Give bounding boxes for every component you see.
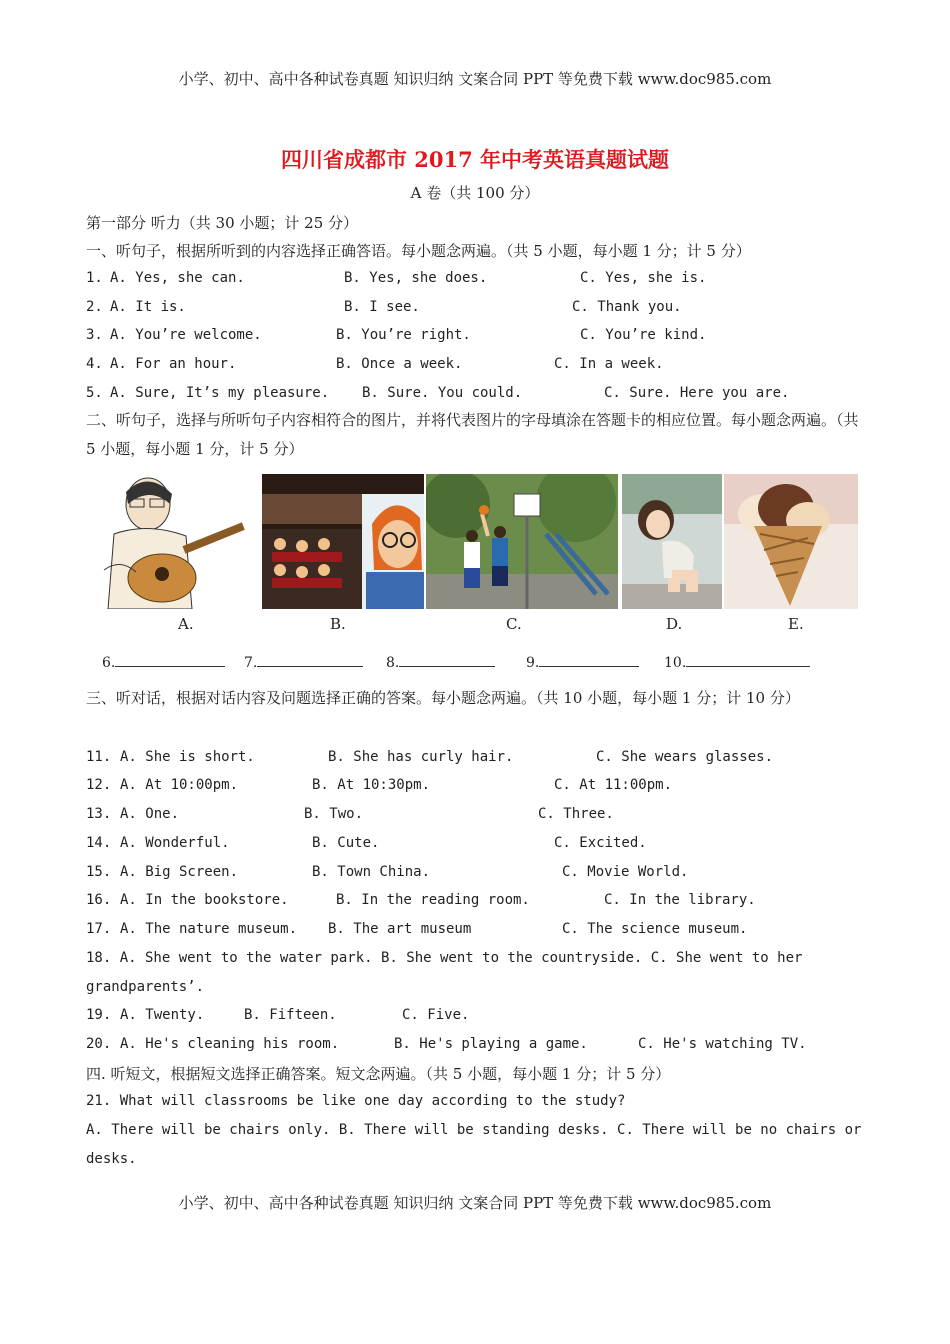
picture-label: A. (178, 615, 194, 633)
picture-label: C. (506, 615, 522, 633)
page-title: 四川省成都市 2017 年中考英语真题试题 (280, 147, 670, 172)
section1-instructions: 一、听句子，根据所听到的内容选择正确答语。每小题念两遍。（共 5 小题，每小题 1 分；计 5 分） (86, 242, 751, 260)
picture-e-ice-cream (724, 474, 858, 609)
picture-b-cinema (262, 474, 424, 609)
question-row: 15. A. Big Screen. B. Town China. C. Movie World. (86, 864, 689, 880)
question-row: 20. A. He's cleaning his room. B. He's playing a game. C. He's watching TV. (86, 1036, 807, 1052)
page-footer: 小学、初中、高中各种试卷真题 知识归纳 文案合同 PPT 等免费下载 www.doc985.com (178, 1194, 772, 1212)
question-21-options: A. There will be chairs only. B. There will be standing desks. C. There will be no chairs or desks. (86, 1122, 862, 1167)
question-row: 16. A. In the bookstore. B. In the reading room. C. In the library. (86, 892, 756, 908)
question-18: 18. A. She went to the water park. B. She went to the countryside. C. She went to her grandparents’. (86, 950, 803, 995)
answer-blank[interactable]: 7. (244, 652, 363, 671)
paper-subtitle: A 卷（共 100 分） (410, 184, 540, 202)
answer-blank[interactable]: 6. (102, 652, 225, 671)
question-row: 13. A. One. B. Two. C. Three. (86, 806, 614, 822)
question-row: 1. A. Yes, she can. B. Yes, she does. C. Yes, she is. (86, 270, 707, 286)
question-row: 14. A. Wonderful. B. Cute. C. Excited. (86, 835, 647, 851)
question-row: 19. A. Twenty. B. Fifteen. C. Five. (86, 1007, 470, 1023)
picture-a-guitar (100, 474, 260, 609)
answer-blank[interactable]: 8. (386, 652, 495, 671)
question-row: 11. A. She is short. B. She has curly hair. C. She wears glasses. (86, 749, 774, 765)
picture-label: D. (666, 615, 683, 633)
part1-heading: 第一部分 听力（共 30 小题；计 25 分） (86, 214, 359, 232)
section2-instructions: 二、听句子，选择与所听句子内容相符合的图片，并将代表图片的字母填涂在答题卡的相应位置。每小题念两遍。（共 5 小题，每小题 1 分，计 5 分） (86, 411, 859, 458)
question-row: 12. A. At 10:00pm. B. At 10:30pm. C. At 11:00pm. (86, 777, 673, 793)
question-row: 4. A. For an hour. B. Once a week. C. In a week. (86, 356, 664, 372)
section4-instructions: 四. 听短文，根据短文选择正确答案。短文念两遍。（共 5 小题，每小题 1 分；计 5 分） (86, 1065, 671, 1083)
picture-strip (100, 474, 860, 620)
picture-label: E. (788, 615, 804, 633)
picture-label: B. (330, 615, 346, 633)
picture-d-girl-crouching (622, 474, 722, 609)
question-row: 3. A. You’re welcome. B. You’re right. C. You’re kind. (86, 327, 707, 343)
question-row: 5. A. Sure, It’s my pleasure. B. Sure. You could. C. Sure. Here you are. (86, 385, 790, 401)
question-row: 17. A. The nature museum. B. The art museum C. The science museum. (86, 921, 748, 937)
page-header: 小学、初中、高中各种试卷真题 知识归纳 文案合同 PPT 等免费下载 www.doc985.com (178, 70, 772, 88)
answer-blank[interactable]: 10. (664, 652, 810, 671)
question-row: 2. A. It is. B. I see. C. Thank you. (86, 299, 682, 315)
answer-blank[interactable]: 9. (526, 652, 639, 671)
question-21: 21. What will classrooms be like one day according to the study? (86, 1093, 626, 1109)
picture-c-basketball (426, 474, 618, 609)
section3-instructions: 三、听对话，根据对话内容及问题选择正确的答案。每小题念两遍。（共 10 小题，每小题 1 分；计 10 分） (86, 689, 800, 707)
